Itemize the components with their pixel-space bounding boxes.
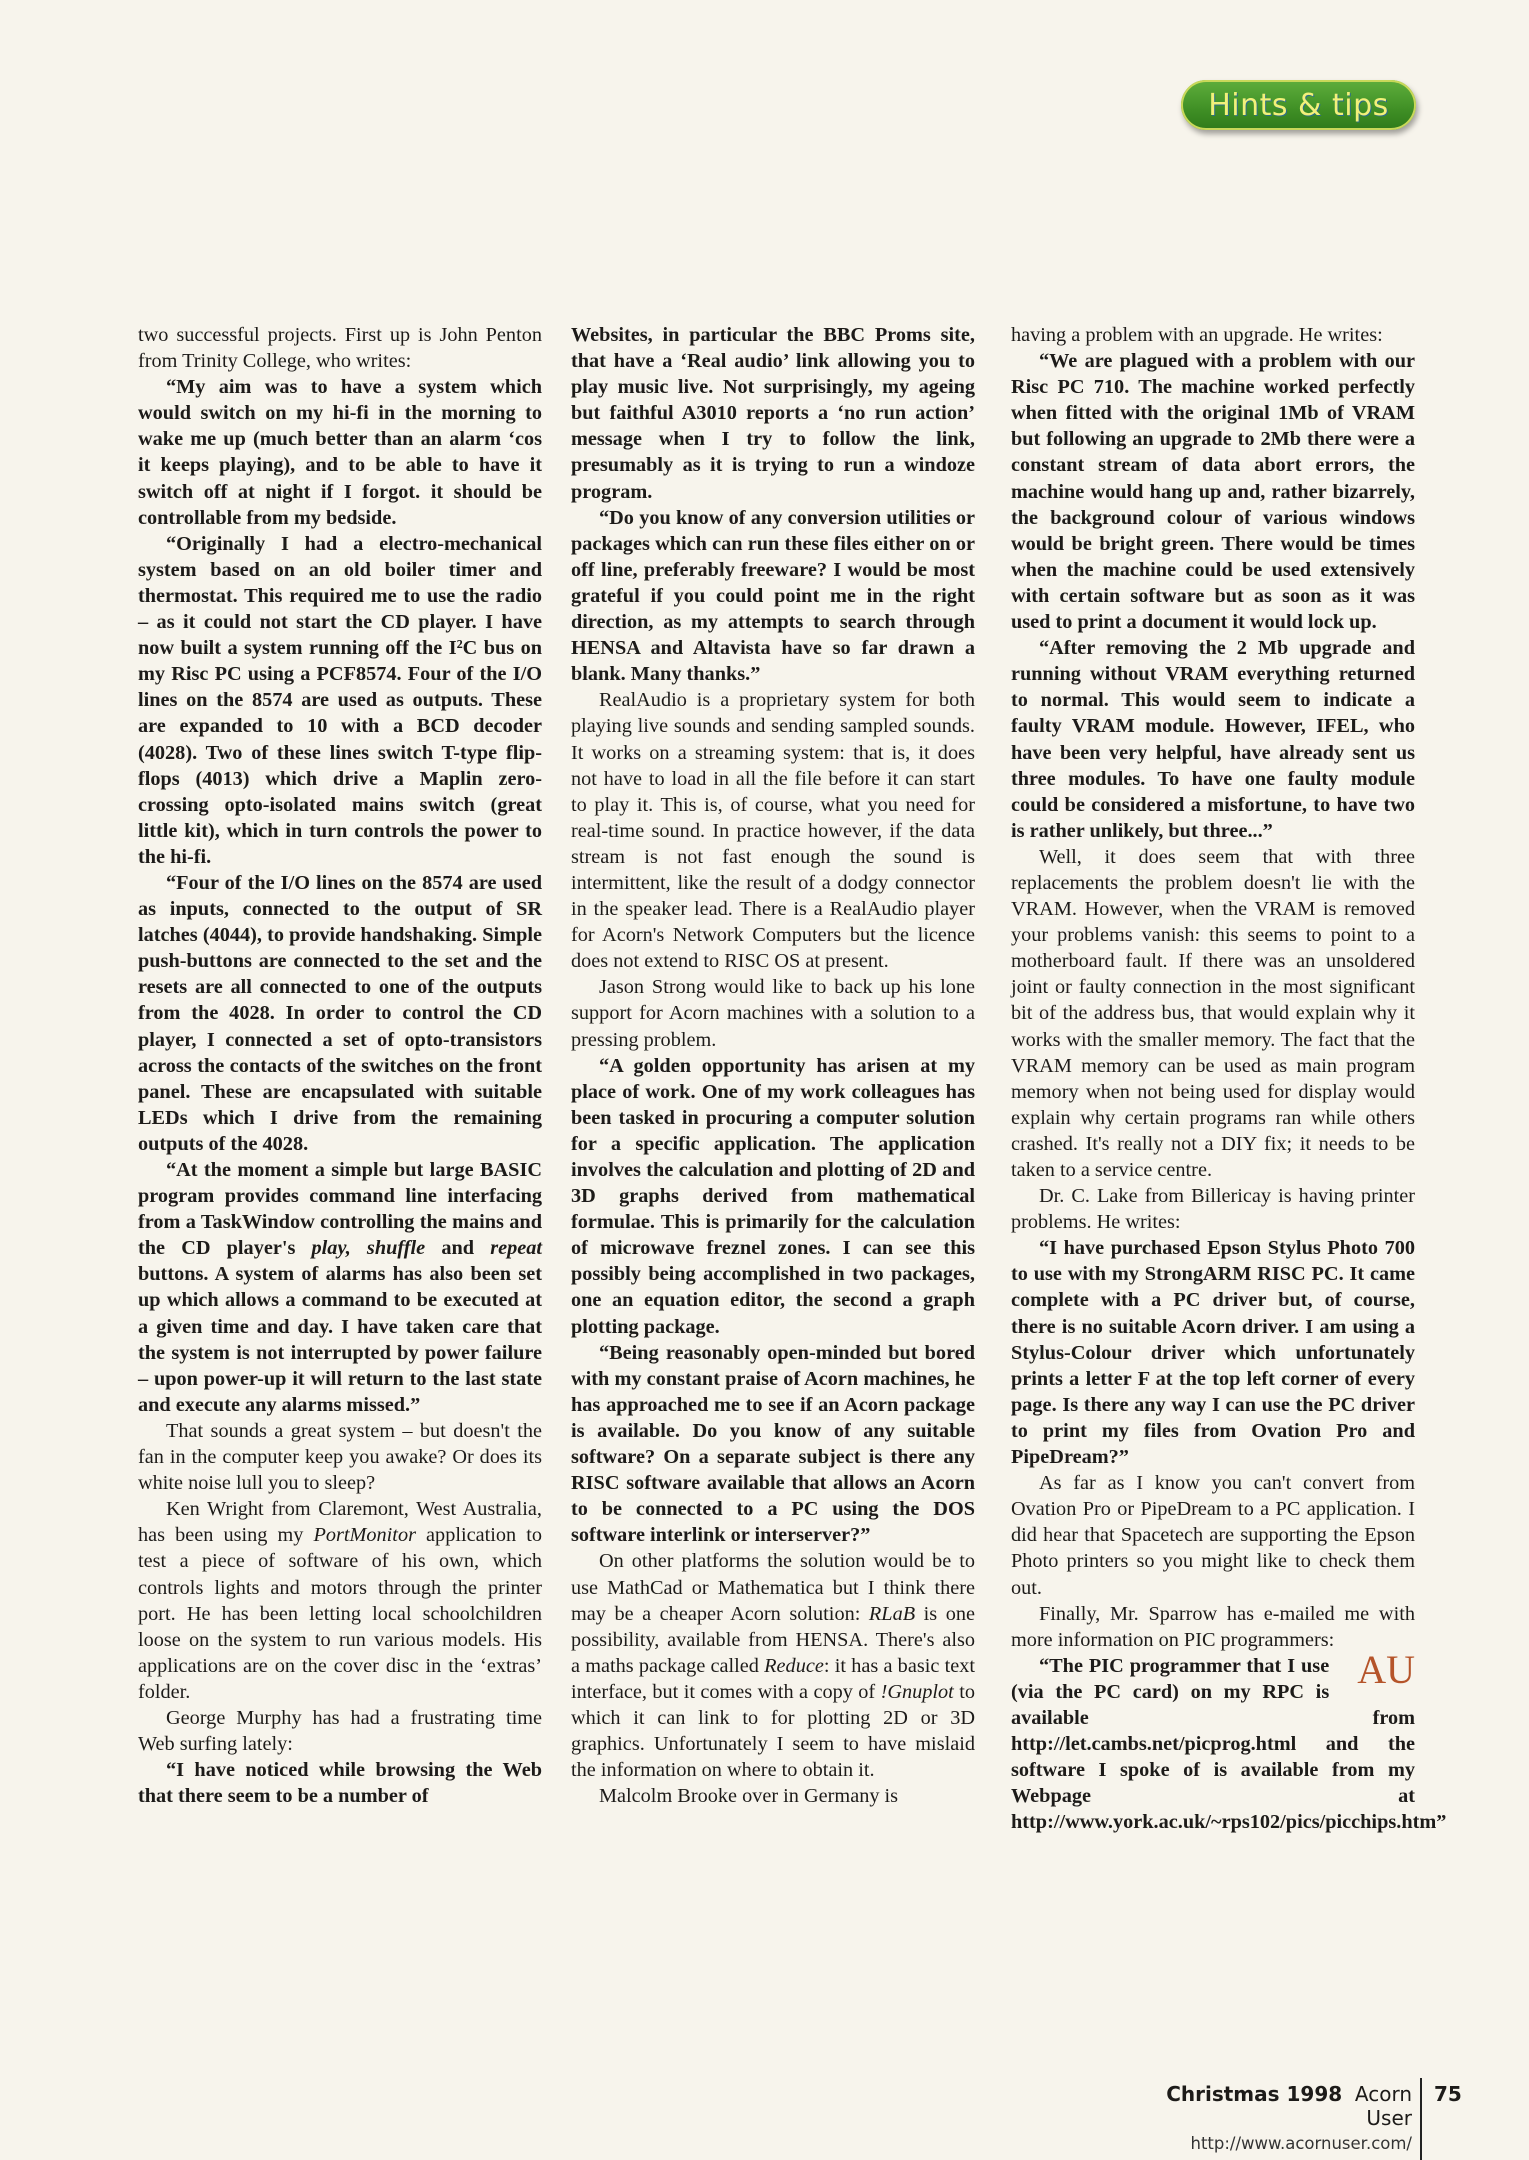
text-run: : it has a basic text interface, but it comes with a copy of (571, 1654, 975, 1703)
text-run: That sounds a great system – but doesn't the fan in the computer keep you awake? Or does its white noise lull you to sleep? (138, 1419, 542, 1495)
text-run: “Being reasonably open-minded but bored with my constant praise of Acorn machines, he has approached me to see if an Acorn package is available. Do you know of any suitable software? On a separate subject is there any RISC software available that allows an Acorn to be connected to a PC using the DOS software interlink or interserver?” (571, 1341, 975, 1547)
page-footer (1150, 2082, 1412, 2153)
section-badge-label: Hints & tips (1208, 87, 1389, 123)
text-run: “My aim was to have a system which would switch on my hi-fi in the morning to wake me up (much better than an alarm ‘cos it keeps playing), and to be able to have it switch off at night if I forgot. it should be controllable from my bedside. (138, 376, 542, 529)
quoted-letter-paragraph (138, 1157, 542, 1418)
quoted-letter-paragraph (571, 1053, 975, 1340)
quoted-letter-paragraph (1011, 348, 1415, 635)
article-column-2 (571, 322, 975, 1809)
text-run: Dr. C. Lake from Billericay is having printer problems. He writes: (1011, 1185, 1415, 1234)
text-run: “I have purchased Epson Stylus Photo 700 to use with my StrongARM RISC PC. It came complete with a PC driver but, of course, there is no suitable Acorn driver. I am using a Stylus-Colour driver which unfortunately prints a letter F at the top left corner of every page. Is there any way I can use the PC driver to print my files from Ovation Pro and PipeDream?” (1011, 1237, 1415, 1469)
article-paragraph (571, 687, 975, 974)
article-paragraph (571, 1548, 975, 1783)
text-run: and (425, 1237, 491, 1260)
text-run: to which it can link to for plotting 2D or 3D graphics. Unfortunately I seem to have mislaid the information on where to obtain it. (571, 1680, 975, 1782)
italic-text: play, shuffle (311, 1237, 426, 1260)
quoted-letter-paragraph (1011, 635, 1415, 844)
text-run: “Four of the I/O lines on the 8574 are used as inputs, connected to the output of SR latches (4044), to provide handshaking. Simple push-buttons are connected to the set and the resets are all connected to one of the outputs from the 4028. In order to control the CD player, I connected a set of opto-transistors across the contacts of the switches on the front panel. These are encapsulated with suitable LEDs which I drive from the remaining outputs of the 4028. (138, 871, 542, 1155)
magazine-name: Acorn User (1354, 2082, 1412, 2130)
quoted-letter-paragraph (138, 870, 542, 1157)
italic-text: Reduce (764, 1654, 824, 1677)
text-run: having a problem with an upgrade. He writes: (1011, 324, 1383, 346)
text-run: “At the moment a simple but large BASIC program provides command line interfacing from a TaskWindow controlling the mains and the CD player's (138, 1159, 542, 1260)
italic-text: PortMonitor (313, 1524, 416, 1547)
quoted-letter-paragraph (138, 1757, 542, 1809)
text-run: is one possibility, available from HENSA. There's also a maths package called (571, 1602, 975, 1677)
quoted-letter-paragraph (571, 322, 975, 505)
text-run: Finally, Mr. Sparrow has e-mailed me with more information on PIC programmers: (1011, 1602, 1415, 1651)
text-run: “I have noticed while browsing the Web that there seem to be a number of (138, 1759, 542, 1808)
text-run: “We are plagued with a problem with our Risc PC 710. The machine worked perfectly when fitted with the original 1Mb of VRAM but following an upgrade to 2Mb there were a constant stream of data abort errors, the machine would hang up and, rather bizarrely, the background colour of various windows would be bright green. There would be times when the machine could be used extensively with certain software but as soon as it was used to print a document it would lock up. (1011, 350, 1415, 634)
article-paragraph (1011, 322, 1415, 348)
footer-divider (1420, 2078, 1422, 2160)
quoted-letter-paragraph (1011, 1646, 1447, 1836)
text-run: “Originally I had a electro-mechanical system based on an old boiler timer and thermostat. This required me to use the radio – as it could not start the CD player. I have now built a system running off the I²C bus on my Risc PC using a PCF8574. Four of the I/O lines on the 8574 are used as outputs. These are expanded to 10 with a BCD decoder (4028). Two of these lines switch T-type flip-flops (4013) which drive a Maplin zero-crossing opto-isolated mains switch (great little kit), which in turn controls the power to the hi-fi. (138, 532, 542, 868)
text-run: “Do you know of any conversion utilities or packages which can run these files either on or off line, preferably freeware? I would be most grateful if you could point me in the right direction, as my attempts to search through HENSA and Altavista have so far drawn a blank. Many thanks.” (571, 506, 975, 686)
text-run: Malcolm Brooke over in Germany is (599, 1785, 899, 1808)
article-paragraph (571, 1783, 975, 1809)
text-run: As far as I know you can't convert from Ovation Pro or PipeDream to a PC application. I did hear that Spacetech are supporting the Epson Photo printers so you might like to check them out. (1011, 1472, 1415, 1599)
italic-text: repeat (490, 1237, 542, 1260)
text-run: Ken Wright from Claremont, West Australia, has been using my (138, 1498, 542, 1547)
magazine-url: http://www.acornuser.com/ (1190, 2134, 1412, 2153)
article-column-3 (1011, 322, 1447, 1835)
text-run: Jason Strong would like to back up his lone support for Acorn machines with a solution to a pressing problem. (571, 976, 975, 1051)
text-run: On other platforms the solution would be to use MathCad or Mathematica but I think there may be a cheaper Acorn solution: (571, 1550, 975, 1625)
article-paragraph (1011, 1183, 1415, 1235)
text-run: “After removing the 2 Mb upgrade and running without VRAM everything returned to normal. This would seem to indicate a faulty VRAM module. However, IFEL, who have been very helpful, have already sent us three modules. To have one faulty module could be considered a misfortune, to have two is rather unlikely, but three...” (1011, 637, 1415, 842)
article-paragraph (1011, 844, 1415, 1183)
quoted-letter-paragraph (1011, 1235, 1415, 1470)
italic-text: !Gnuplot (880, 1680, 954, 1703)
text-run: George Murphy has had a frustrating time Web surfing lately: (138, 1706, 542, 1756)
article-paragraph (1011, 1470, 1415, 1600)
text-run: application to test a piece of software of his own, which controls lights and motors through the printer port. He has been letting local schoolchildren loose on the system to run various models. His applications are on the cover disc in the ‘extras’ folder. (138, 1524, 542, 1703)
text-run: Well, it does seem that with three replacements the problem doesn't lie with the VRAM. However, when the VRAM is removed your problems vanish: this seems to point to a motherboard fault. If there was an unsoldered joint or faulty connection in the most significant bit of the address bus, that would explain why it works with the smaller memory. The fact that the VRAM memory can be used as main program memory when not being used for display would explain why certain programs ran while others crashed. It's really not a DIY fix; it needs to be taken to a service centre. (1011, 845, 1415, 1181)
article-paragraph (138, 1496, 542, 1705)
article-paragraph (138, 322, 542, 374)
quoted-letter-paragraph (138, 531, 542, 870)
text-run: “A golden opportunity has arisen at my place of work. One of my work colleagues has been tasked in procuring a computer solution for a specific application. The application involves the calculation and plotting of 2D and 3D graphs derived from mathematical formulae. This is primarily for the calculation of microwave freznel zones. I can see this possibly being accomplished in two packages, one an equation editor, the second a graph plotting package. (571, 1054, 975, 1338)
article-paragraph (138, 1705, 542, 1757)
italic-text: RLaB (868, 1602, 916, 1625)
page-number: 75 (1434, 2082, 1462, 2106)
text-run: Websites, in particular the BBC Proms site, that have a ‘Real audio’ link allowing you to play music live. Not surprisingly, my ageing but faithful A3010 reports a ‘no run action’ message when I try to follow the link, presumably as it is trying to run a windoze program. (571, 324, 975, 503)
article-column-1 (138, 322, 542, 1809)
section-badge (1181, 80, 1416, 130)
quoted-letter-paragraph (571, 505, 975, 688)
text-run: two successful projects. First up is John Penton from Trinity College, who writes: (138, 324, 542, 373)
text-run: buttons. A system of alarms has also been set up which allows a command to be executed at a given time and day. I have taken care that the system is not interrupted by power failure – upon power-up it will return to the last state and execute any alarms missed.” (138, 1263, 542, 1416)
quoted-letter-paragraph (571, 1340, 975, 1549)
issue-date: Christmas 1998 (1166, 2082, 1343, 2106)
article-paragraph (138, 1418, 542, 1496)
article-paragraph (571, 974, 975, 1052)
article-end-mark-logo: AU (1357, 1646, 1415, 1692)
text-run: “The PIC programmer that I use (via the PC card) on my RPC is available from http://let.cambs.net/picprog.html and the software I spoke of is available from my Webpage at http://www.york.ac.uk/~rps102/pics/picchips.htm” (1011, 1654, 1447, 1834)
text-run: RealAudio is a proprietary system for both playing live sounds and sending sampled sounds. It works on a streaming system: that is, it does not have to load in all the file before it can start to play it. This is, of course, what you need for real-time sound. In practice however, if the data stream is not fast enough the sound is intermittent, like the result of a dodgy connector in the speaker lead. There is a RealAudio player for Acorn's Network Computers but the licence does not extend to RISC OS at present. (571, 689, 975, 973)
quoted-letter-paragraph (138, 374, 542, 531)
article-paragraph (1011, 1601, 1415, 1653)
